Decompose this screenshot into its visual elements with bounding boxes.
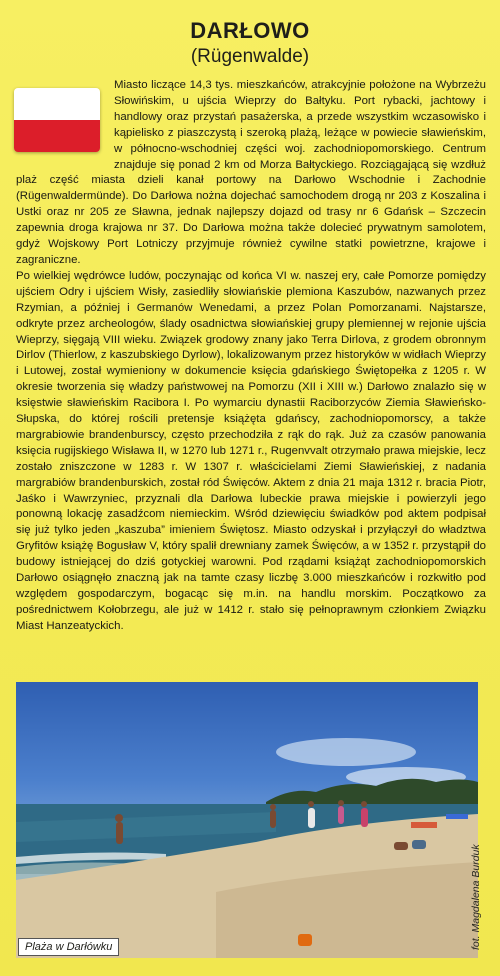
page-subtitle: (Rügenwalde) <box>190 46 310 67</box>
intro-paragraph: Miasto liczące 14,3 tys. mieszkańców, atrakcyjnie położone na Wybrzeżu Słowińskim, u ujścia Wieprzy do Bałtyku. Port rybacki, jachtowy i handlowy oraz przystań pasażerska, a przede wszystkim wczasowisko i kąpielisko z piaszczystą i szeroką plażą, leżące w powiecie sławieńskim, w północno-wschodniej części woj. zachodniopomorskiego. Centrum znajduje się ponad 2 km od Morza Bałtyckiego. Rozciągającą się wzdłuż plaż część miasta dzieli kanał portowy na Darłowo Wschodnie i Zachodnie (Rügenwaldermünde). Do Darłowa nożna dojechać samochodem drogą nr 203 z Koszalina i Ustki oraz nr 205 ze Sławna, jednak najlepszy dojazd od trasy nr 6 Gdańsk – Szczecin zapewnia droga krajowa nr 37. Do Darłowa można także dolecieć prywatnym samolotem, gdyż Wojskowy Port Lotniczy przyjmuje również cywilne statki powietrzne, krajowe i zagraniczne. <box>16 79 486 266</box>
flag-spacer <box>16 78 114 162</box>
photo-credit: fot. Magdalena Burduk <box>470 844 482 950</box>
history-paragraph: Po wielkiej wędrówce ludów, poczynając od końca VI w. naszej ery, całe Pomorze pomiędzy ujściem Odry i ujściem Wisły, zasiedliły słowiańskie plemiona Kaszubów, nazwanych przez Rzymian, a później i Germanów Wenedami, a przez Polan Pomorzanami. Najstarsze, odkryte przez archeologów, ślady osadnictwa słowiańskiej grupy plemiennej w rejonie ujścia Wieprzy, sięgają VIII wieku. Związek grodowy znany jako Terra Dirlova, z grodem obronnym Dirlov (Thierlow, z kaszubskiego Dyrlow), lokalizowanym przez historyków w widłach Wieprzy i Lutowej, został wymieniony w dokumencie księcia gdańskiego Świętopełka z 1205 r. W okresie tworzenia się władzy państwowej na Pomorzu (XII i XIII w.) Darłowo znalazło się w księstwie sławieńskim Racibora I. Po wymarciu dynastii Raciborzyców Ziemia Sławieńsko-Słupska, do której rościli pretensje książęta gdańscy, zachodniopomorscy, a także margrabiowie brandenburscy, często przechodziła z rąk do rąk. Już za czasów panowania księcia rugijskiego Wisława II, w 1270 lub 1271 r., Rugenvvalt otrzymało prawa miejskie, lecz zostało zniszczone w 1283 r. W 1307 r. właścicielami Ziemi Sławieńskiej, z nadania margrabiów brandenburskich, został ród Święców. Aktem z dnia 21 maja 1312 r. bracia Piotr, Jaśko i Wawrzyniec, przyznali dla Darłowa lubeckie prawa miejskie i powierzyli jego ponowną lokację zasadźcom niemieckim. Wśród dziewięciu świadków pod aktem podpisał się już tylko jeden „kaszuba” imieniem Świętosz. Miasto odzyskał i przyłączył do władztwa Gryfitów książę Bogusław V, który spalił drewniany zamek Święców, a w 1352 r. przystąpił do budowy istniejącej do dziś gotyckiej warowni. Pod rządami książąt zachodniopomorskich Darłowo osiągnęło znaczną jak na tamte czasy liczbę 3.000 mieszkańców i rozkwitło pod względem gospodarczym, bogacąc się m.in. na handlu morskim. Początkowo za pośrednictwem Kołobrzegu, ale już w 1412 r. stało się pełnoprawnym członkiem Związku Miast Hanzeatyckich. <box>16 269 486 632</box>
page-title: DARŁOWO <box>190 18 310 43</box>
beach-illustration <box>16 682 478 958</box>
photo-caption: Plaża w Darłówku <box>18 938 119 956</box>
beach-photo <box>16 682 478 958</box>
article-body <box>16 78 486 635</box>
